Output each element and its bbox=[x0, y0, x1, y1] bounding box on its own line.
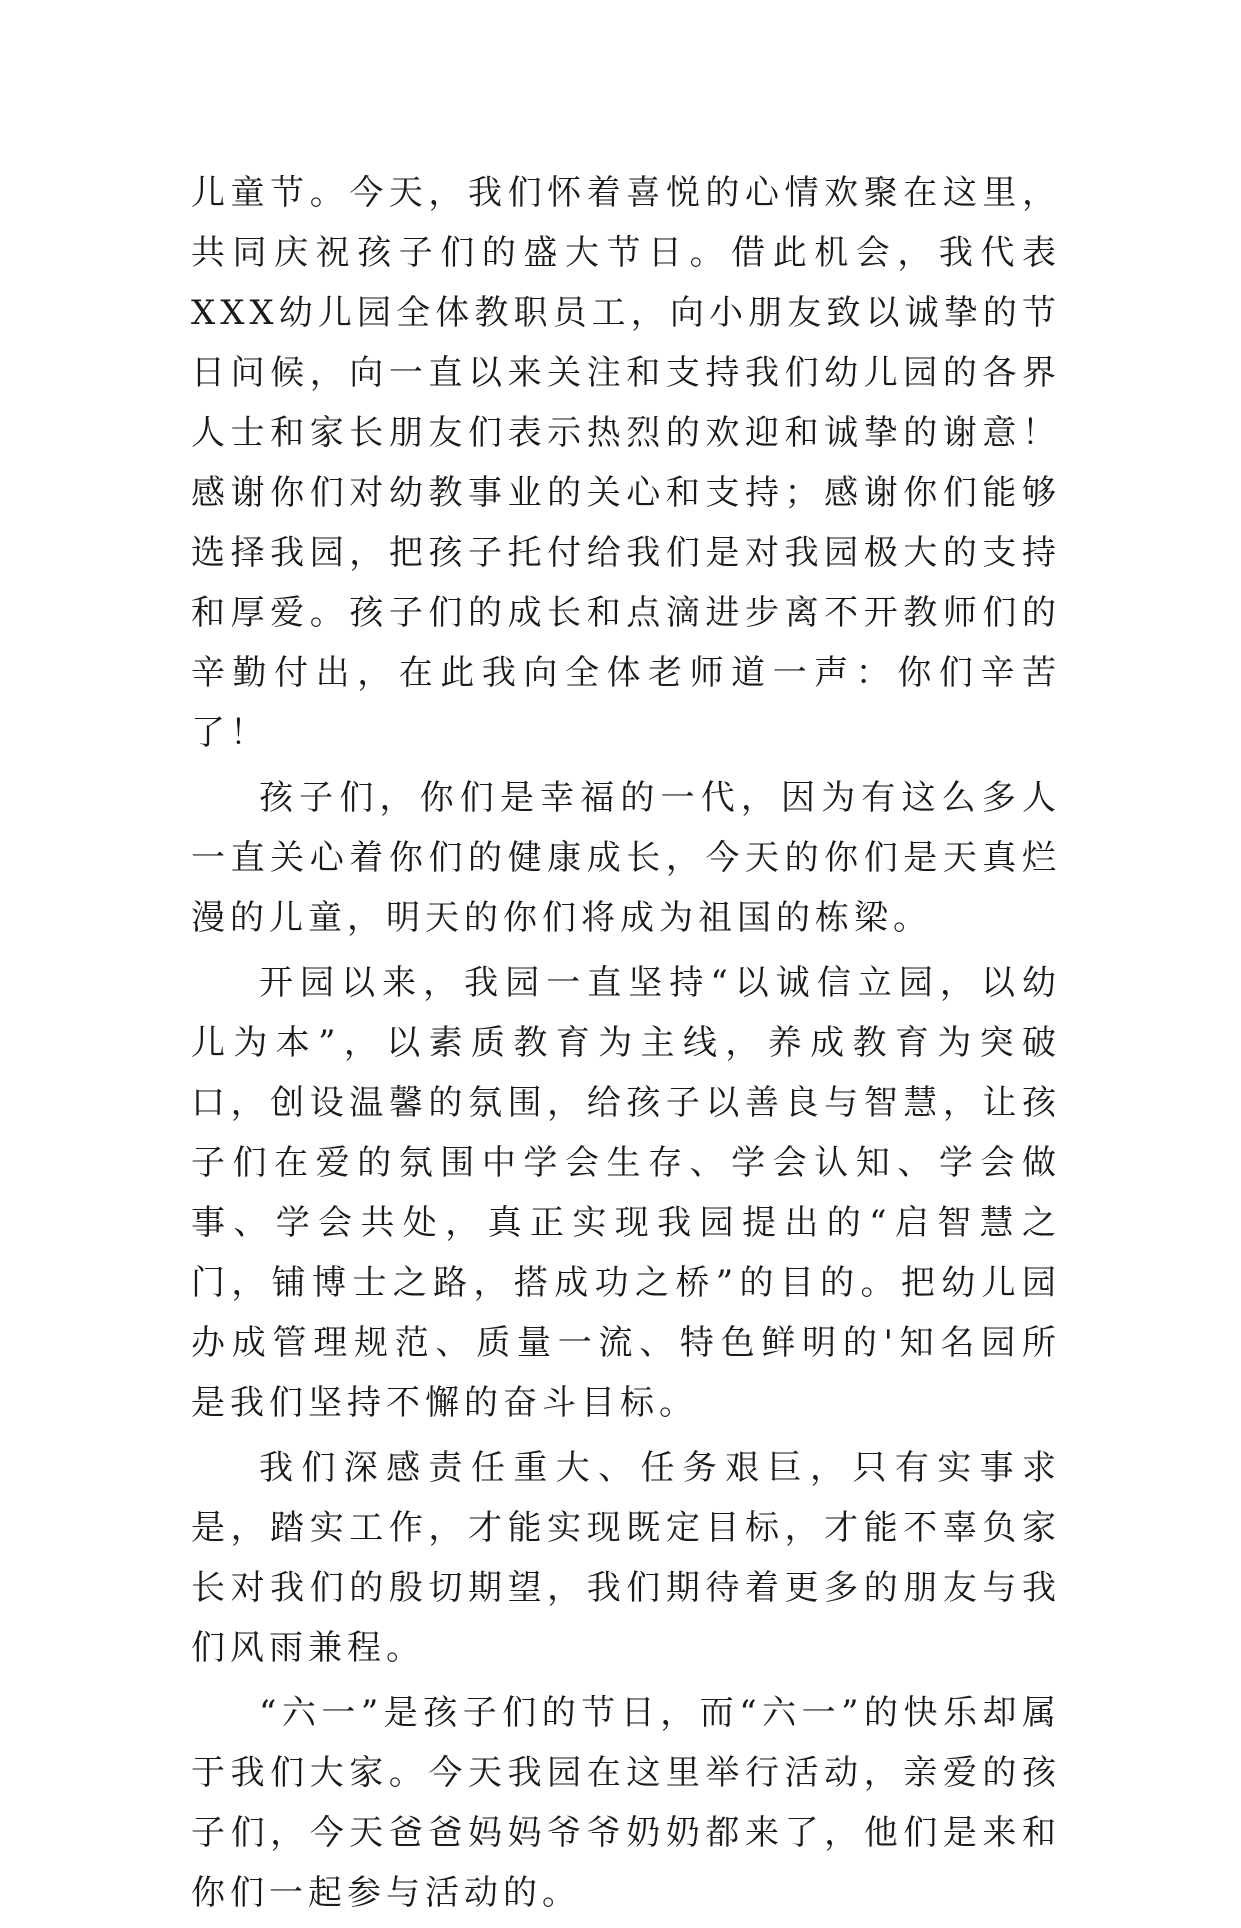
paragraph-5: “六一”是孩子们的节日，而“六一”的快乐却属于我们大家。今天我园在这里举行活动，亲爱的孩子们，今天爸爸妈妈爷爷奶奶都来了，他们是来和你们一起参与活动的。 bbox=[191, 1693, 1061, 1913]
paragraph-2: 孩子们，你们是幸福的一代，因为有这么多人一直关心着你们的健康成长，今天的你们是天真烂漫的儿童，明天的你们将成为祖国的栋梁。 bbox=[191, 778, 1061, 938]
paragraph-3: 开园以来，我园一直坚持“以诚信立园，以幼儿为本”，以素质教育为主线，养成教育为突破口，创设温馨的氛围，给孩子以善良与智慧，让孩子们在爱的氛围中学会生存、学会认知、学会做事、学会共处，真正实现我园提出的“启智慧之门，铺博士之路，搭成功之桥”的目的。把幼儿园办成管理规范、质量一流、特色鲜明的'知名园所是我们坚持不懈的奋斗目标。 bbox=[191, 963, 1061, 1423]
document-body bbox=[191, 163, 1061, 1928]
paragraph-4: 我们深感责任重大、任务艰巨，只有实事求是，踏实工作，才能实现既定目标，才能不辜负家长对我们的殷切期望，我们期待着更多的朋友与我们风雨兼程。 bbox=[191, 1448, 1061, 1668]
paragraph-1: 儿童节。今天，我们怀着喜悦的心情欢聚在这里，共同庆祝孩子们的盛大节日。借此机会，我代表XXX幼儿园全体教职员工，向小朋友致以诚挚的节日问候，向一直以来关注和支持我们幼儿园的各界人士和家长朋友们表示热烈的欢迎和诚挚的谢意！感谢你们对幼教事业的关心和支持；感谢你们能够选择我园，把孩子托付给我们是对我园极大的支持和厚爱。孩子们的成长和点滴进步离不开教师们的辛勤付出，在此我向全体老师道一声：你们辛苦了！ bbox=[191, 173, 1061, 753]
